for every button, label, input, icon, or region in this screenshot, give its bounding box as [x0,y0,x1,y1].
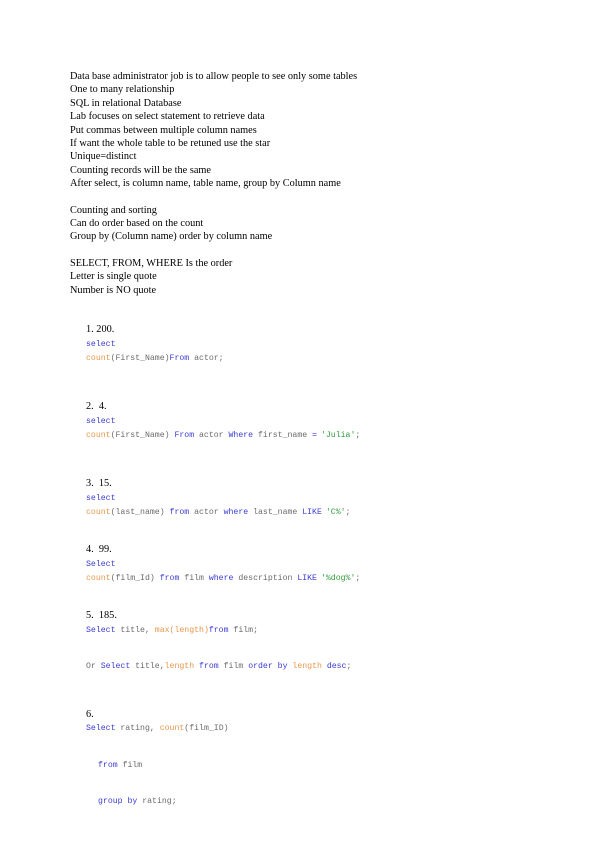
sql-identifier: film [117,760,143,770]
sql-identifier: rating; [137,797,177,807]
note-line: SELECT, FROM, WHERE Is the order [70,257,233,269]
sql-identifier: first_name [253,430,313,440]
answer-6-line-3 [70,782,570,819]
sql-keyword: from [194,662,219,672]
sql-keyword: Select [86,723,116,733]
answer-3 [70,465,570,529]
sql-keyword: order by [248,662,288,672]
note-line: If want the whole table to be retuned use the star [70,138,271,150]
sql-keyword: select [86,416,116,426]
sql-identifier: (last_name) [110,507,170,517]
sql-identifier: last_name [248,507,303,517]
note-line: Letter is single quote [70,271,157,283]
sql-keyword: where [208,573,234,583]
sql-identifier: actor; [189,353,224,363]
notes-block-3 [70,257,570,297]
note-line: Lab focuses on select statement to retrieve data [70,111,265,123]
answer-6 [70,696,570,746]
answer-prefix: 4. 99. [86,544,112,556]
sql-string: 'C%' [325,507,346,517]
note-line: SQL in relational Database [70,97,182,109]
sql-operator: LIKE [302,507,322,517]
sql-identifier: (film_Id) [110,573,160,583]
answer-prefix: 5. 185. [86,610,117,622]
sql-identifier: rating, [115,723,160,733]
answer-prefix: 1. 200. [86,324,115,336]
document-page [70,70,570,819]
sql-keyword: from [98,760,118,770]
sql-keyword: from [208,625,229,635]
sql-column: length [164,662,195,672]
sql-keyword: select [86,339,116,349]
sql-function: count [86,430,111,440]
sql-identifier: film; [228,625,258,635]
note-line: Data base administrator job is to allow people to see only some tables [70,71,358,82]
sql-keyword: Select [86,559,116,569]
sql-function: count [159,723,185,733]
sql-identifier: title, [130,662,165,672]
notes-block-1 [70,70,570,191]
sql-keyword: from [159,573,180,583]
sql-punctuation: ; [346,662,352,672]
note-line: Put commas between multiple column names [70,124,257,136]
sql-keyword: From [169,353,190,363]
note-line: Group by (Column name) order by column name [70,231,273,243]
sql-function: count [86,573,111,583]
sql-identifier: actor [194,430,229,440]
sql-identifier: actor [189,507,224,517]
sql-function: count [86,353,111,363]
answer-2 [70,388,570,452]
sql-keyword: From [174,430,195,440]
sql-keyword: desc [321,662,347,672]
sql-string: 'Julia' [320,430,356,440]
note-line: Can do order based on the count [70,218,204,230]
sql-keyword: where [223,507,249,517]
sql-identifier: film [179,573,209,583]
sql-keyword: Select [100,662,131,672]
sql-identifier: (First_Name) [110,353,170,363]
sql-identifier: (film_ID) [184,723,229,733]
sql-identifier: film [218,662,249,672]
spacer [70,191,570,204]
sql-punctuation: ; [355,573,361,583]
sql-keyword: Where [228,430,254,440]
answer-5-alternative [70,647,570,684]
note-line: Counting and sorting [70,204,157,216]
sql-keyword: from [169,507,190,517]
sql-identifier: title, [115,625,155,635]
answer-prefix: 6. [86,708,94,720]
spacer [70,297,570,305]
answer-1 [70,311,570,375]
sql-punctuation: ; [355,430,361,440]
sql-identifier: (First_Name) [110,430,175,440]
answer-4 [70,531,570,595]
note-line: After select, is column name, table name, group by Column name [70,178,341,190]
sql-punctuation: ; [345,507,351,517]
note-line: Number is NO quote [70,284,157,296]
answer-5 [70,597,570,647]
sql-string: '%dog%' [320,573,356,583]
sql-operator: = [312,430,317,440]
answer-prefix: 3. 15. [86,478,112,490]
sql-operator: LIKE [297,573,317,583]
notes-block-2 [70,204,570,244]
answer-prefix: 2. 4. [86,401,107,413]
sql-keyword: select [86,493,116,503]
sql-column: length [287,662,322,672]
spacer [70,244,570,257]
sql-keyword: group by [98,797,138,807]
sql-prefix: Or [86,662,101,672]
note-line: Counting records will be the same [70,164,211,176]
note-line: One to many relationship [70,84,175,96]
sql-function-arg: (length) [169,625,209,635]
sql-function: max [154,625,170,635]
sql-identifier: description [233,573,298,583]
sql-function: count [86,507,111,517]
sql-keyword: Select [86,625,116,635]
answer-6-line-2 [70,745,570,782]
note-line: Unique=distinct [70,151,137,163]
